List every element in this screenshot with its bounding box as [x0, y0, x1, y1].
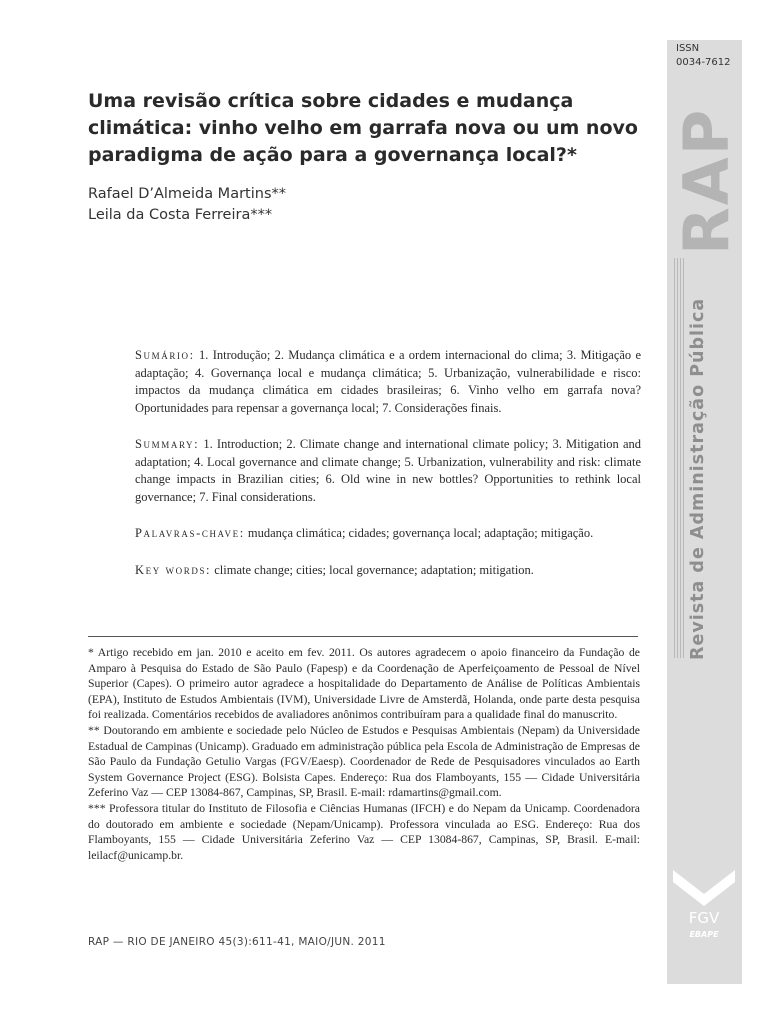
ebape-logo-text: EBAPE: [689, 930, 719, 939]
keywords-label: Key words:: [135, 562, 212, 577]
issn-number: 0034-7612: [676, 57, 731, 68]
rap-logo: RAP: [670, 107, 743, 255]
sidebar-pinstripes: [674, 258, 686, 658]
article-title: Uma revisão crítica sobre cidades e mudança climática: vinho velho em garrafa nova ou um novo paradigma de ação para a governança local?*: [88, 90, 638, 166]
author-name: Leila da Costa Ferreira***: [88, 207, 273, 223]
sumario-text: 1. Introdução; 2. Mudança climática e a ordem internacional do clima; 3. Mitigação e adaptação; 4. Governança local e mudança climática; 5. Urbanização, vulnerabilidade e risco: impactos da mudança climática em cidades brasileiras; 6. Vinho velho em garrafa nova? Oportunidades para repensar a governança local; 7. Considerações finais.: [135, 348, 641, 415]
footnote-author-1: ** Doutorando em ambiente e sociedade pelo Núcleo de Estudos e Pesquisas Ambientais (Nepam) da Universidade Estadual de Campinas (Unicamp). Graduado em administração pública pela Escola de Administração de Empresas de São Paulo da Fundação Getulio Vargas (FGV/Eaesp). Coordenador de Rede de Pesquisadores vinculados ao Earth System Governance Project (ESG). Bolsista Capes. Endereço: Rua dos Flamboyants, 155 — Cidade Universitária Zeferino Vaz — CEP 13084-867, Campinas, SP, Brasil. E-mail: rdamartins@gmail.com.: [88, 723, 640, 800]
sumario-paragraph: [135, 347, 641, 417]
summary-paragraph: [135, 436, 641, 506]
journal-name: Revista de Administração Pública: [688, 297, 708, 660]
footnote-divider: [88, 636, 638, 637]
abstract-block: [135, 347, 641, 598]
keywords-text: climate change; cities; local governance; adaptation; mitigation.: [214, 562, 534, 577]
palavras-chave-text: mudança climática; cidades; governança local; adaptação; mitigação.: [247, 526, 594, 540]
footnote-author-2: *** Professora titular do Instituto de Filosofia e Ciências Humanas (IFCH) e do Nepam da Unicamp. Coordenadora do doutorado em ambiente e sociedade (Nepam/Unicamp). Professora vinculada ao ESG. Endereço: Rua dos Flamboyants, 155 — Cidade Universitária Zeferino Vaz — CEP 13084-867, Campinas, SP, Brasil. E-mail: leilacf@unicamp.br.: [88, 801, 640, 862]
issn-label: ISSN: [676, 43, 700, 54]
footnote-article: * Artigo recebido em jan. 2010 e aceito em fev. 2011. Os autores agradecem o apoio financeiro da Fundação de Amparo à Pesquisa do Estado de São Paulo (Fapesp) e da Coordenação de Aperfeiçoamento de Pessoal de Nível Superior (Capes). O primeiro autor agradece a hospitalidade do Departamento de Análise de Políticas Ambientais (EPA), Instituto de Estudos Ambientais (IVM), Universidade Livre de Amsterdã, Holanda, onde parte desta pesquisa foi realizada. Comentários recebidos de avaliadores anônimos contribuíram para a qualidade final do manuscrito.: [88, 646, 640, 722]
palavras-chave-paragraph: [135, 525, 641, 543]
summary-text: 1. Introduction; 2. Climate change and international climate policy; 3. Mitigation and adaptation; 4. Local governance and climate change; 5. Urbanization, vulnerability and risk: climate change impacts in Brazilian cities; 6. Old wine in new bottles? Opportunities to rethink local governance; 7. Final considerations.: [135, 437, 641, 504]
summary-label: Summary:: [135, 437, 200, 451]
fgv-logo-text: FGV: [688, 909, 720, 927]
footnotes: [88, 645, 640, 863]
palavras-chave-label: Palavras-chave:: [135, 526, 245, 540]
issn: [676, 42, 731, 70]
page-citation: RAP — RIO DE JANEIRO 45(3):611-41, MAIO/JUN. 2011: [88, 936, 386, 948]
fgv-emblem-icon: [671, 868, 737, 944]
author-name: Rafael D’Almeida Martins**: [88, 186, 287, 202]
author-list: [88, 184, 588, 226]
fgv-logo: [671, 868, 737, 949]
sumario-label: Sumário:: [135, 348, 195, 362]
keywords-paragraph: [135, 562, 641, 580]
